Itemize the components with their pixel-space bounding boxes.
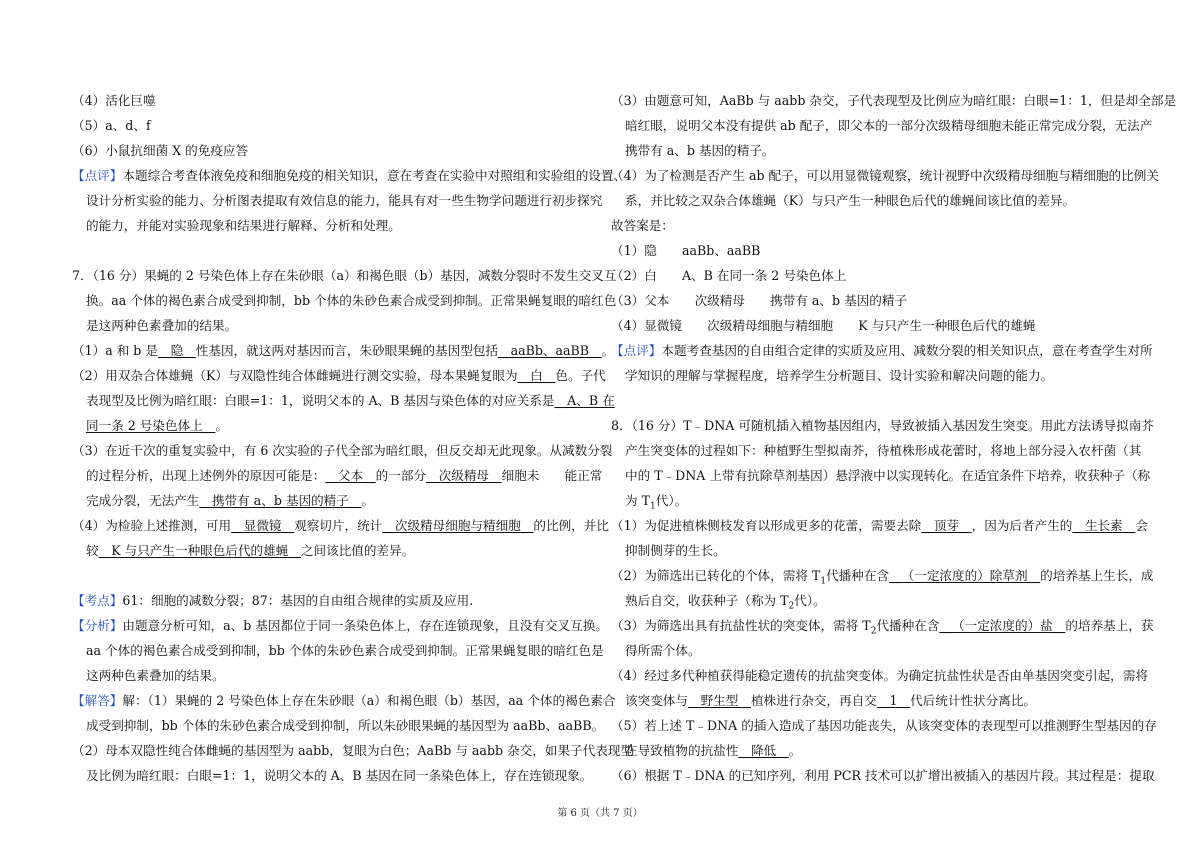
solution-line: 成受到抑制，bb 个体的朱砂色素合成受到抑制，所以朱砂眼果蝇的基因型为 aaBb、aaBB。	[86, 718, 605, 733]
sub-question-1: 抑制侧芽的生长。	[625, 543, 726, 558]
analysis-tag: 【分析】	[72, 618, 123, 633]
sub-question-2: 表现型及比例为暗红眼：白眼=1：1，说明父本的 A、B 基因与染色体的对应关系是__A、B 在	[86, 393, 615, 408]
analysis-line: 【分析】由题意分析可知，a、b 基因都位于同一条染色体上，存在连锁现象，且没有交叉互换。	[72, 618, 608, 633]
answer-blank: __野生型__	[687, 693, 751, 708]
review-tag: 【点评】	[72, 168, 123, 183]
left-column	[72, 88, 634, 788]
answer-blank: __白__	[517, 368, 556, 383]
answer-blank: __次级精母细胞与精细胞__	[382, 518, 534, 533]
answer-blank: __（一定浓度的）盐__	[939, 618, 1066, 633]
answer-line: （2）白 A、B 在同一条 2 号染色体上	[611, 268, 847, 283]
answer-blank: __次级精母__	[426, 468, 502, 483]
sub-question-3: 得所需个体。	[625, 643, 701, 658]
page-footer: 第 6 页（共 7 页）	[557, 808, 643, 819]
answer-blank: __携带有 a、b 基因的精子__	[199, 493, 362, 508]
question-7-stem: 7．（16 分）果蝇的 2 号染色体上存在朱砂眼（a）和褐色眼（b）基因，减数分裂时不发生交叉互	[72, 268, 617, 283]
answer-blank: __（一定浓度的）除草剂__	[889, 568, 1041, 583]
answer-blank: __生长素__	[1072, 518, 1136, 533]
right-column	[611, 88, 1177, 788]
sub-question-2: （2）为筛选出已转化的个体，需将 $T_1$代播种在含__（一定浓度的）除草剂__的培养基上生长，成	[611, 568, 1154, 587]
answer-line: （1）隐 aaBb、aaBB	[611, 243, 761, 258]
sub-question-1: （1）a 和 b 是__隐__性基因，就这两对基因而言，朱砂眼果蝇的基因型包括__aaBb、aaBB__。	[72, 343, 615, 358]
answer-blank: __aaBb、aaBB__	[498, 343, 602, 358]
answer-blank: 同一条 2 号染色体上__	[86, 418, 216, 433]
review-tag: 【点评】	[611, 343, 662, 358]
sub-question-4: 该突变体与__野生型__植株进行杂交，再自交__1__代后统计性状分离比。	[625, 693, 1037, 708]
sub-question-3: 的过程分析，出现上述例外的原因可能是：__父本__的一部分__次级精母__细胞未 能正常	[86, 468, 603, 483]
review-line: 的能力，并能对实验现象和结果进行解释、分析和处理。	[86, 218, 401, 233]
sub-question-2: 熟后自交，收获种子（称为 $T_2$代）。	[625, 593, 826, 612]
sub-question-5: （5）若上述 T﹣DNA 的插入造成了基因功能丧失，从该突变体的表现型可以推测野生型基因的存	[611, 718, 1157, 733]
answer-heading: 故答案是：	[611, 218, 674, 233]
question-8-stem: 8．（16 分）T﹣DNA 可随机插入植物基因组内，导致被插入基因发生突变。用此方法诱导拟南芥	[611, 418, 1154, 433]
review-line: 学知识的理解与掌握程度，培养学生分析题目、设计实验和解决问题的能力。	[625, 368, 1054, 383]
solution-tag: 【解答】	[72, 693, 123, 708]
question-8-stem: 产生突变体的过程如下：种植野生型拟南芥，待植株形成花蕾时，将地上部分浸入农杆菌（其	[625, 443, 1142, 458]
solution-line: 系，并比较之双杂合体雄蝇（K）与只产生一种眼色后代的雄蝇间该比值的差异。	[625, 193, 1076, 208]
question-7-stem: 是这两种色素叠加的结果。	[86, 318, 238, 333]
sub-question-4: 较__K 与只产生一种眼色后代的雄蝇__之间该比值的差异。	[86, 543, 415, 558]
answer-line: （3）父本 次级精母 携带有 a、b 基因的精子	[611, 293, 908, 308]
answer-blank: __隐__	[157, 343, 196, 358]
review-line: 设计分析实验的能力、分析图表提取有效信息的能力，能具有对一些生物学问题进行初步探究	[86, 193, 603, 208]
sub-question-4: （4）经过多代种植获得能稳定遗传的抗盐突变体。为确定抗盐性状是否由单基因突变引起，需将	[611, 668, 1148, 683]
answer-blank: __A、B 在	[554, 393, 615, 408]
answer-blank: __降低__	[738, 743, 789, 758]
answer-line: （4）活化巨噬	[72, 93, 156, 108]
review-line: 【点评】本题考查基因的自由组合定律的实质及应用、减数分裂的相关知识点，意在考查学生对所	[611, 343, 1153, 358]
analysis-line: 这两种色素叠加的结果。	[86, 668, 225, 683]
answer-blank: __1__	[876, 693, 911, 708]
sub-question-3: 完成分裂，无法产生__携带有 a、b 基因的精子__。	[86, 493, 375, 508]
solution-line: （4）为了检测是否产生 ab 配子，可以用显微镜观察，统计视野中次级精母细胞与精细胞的比例关	[611, 168, 1159, 183]
solution-line: 及比例为暗红眼：白眼=1：1，说明父本的 A、B 基因在同一条染色体上，存在连锁现象。	[86, 768, 593, 783]
sub-question-3: （3）为筛选出具有抗盐性状的突变体，需将 $T_2$代播种在含__（一定浓度的）盐__的培养基上，获	[611, 618, 1154, 637]
answer-line: （5）a、d、f	[72, 118, 151, 133]
knowledge-point: 【考点】61：细胞的减数分裂；87：基因的自由组合规律的实质及应用.	[72, 593, 474, 608]
answer-blank: __顶芽__	[921, 518, 972, 533]
solution-line: 携带有 a、b 基因的精子。	[625, 143, 775, 158]
sub-question-1: （1）为促进植株侧枝发育以形成更多的花蕾，需要去除__顶芽__，因为后者产生的__生长素__会	[611, 518, 1148, 533]
sub-question-5: 在导致植物的抗盐性__降低__。	[625, 743, 802, 758]
solution-line: （3）由题意可知，AaBb 与 aabb 杂交，子代表现型及比例应为暗红眼：白眼=1：1，但是却全部是	[611, 93, 1177, 108]
knowledge-tag: 【考点】	[72, 593, 123, 608]
answer-blank: __显微镜__	[231, 518, 295, 533]
sub-question-3: （3）在近千次的重复实验中，有 6 次实验的子代全部为暗红眼，但反交却无此现象。从减数分裂	[72, 443, 613, 458]
sub-question-2: （2）用双杂合体雄蝇（K）与双隐性纯合体雌蝇进行测交实验，母本果蝇复眼为__白__色。子代	[72, 368, 606, 383]
review-line: 【点评】本题综合考查体液免疫和细胞免疫的相关知识，意在考查在实验中对照组和实验组的设置、	[72, 168, 627, 183]
sub-question-4: （4）为检验上述推测，可用__显微镜__观察切片，统计__次级精母细胞与精细胞__的比例，并比	[72, 518, 609, 533]
sub-question-2: 同一条 2 号染色体上__。	[86, 418, 228, 433]
solution-line: 暗红眼，说明父本没有提供 ab 配子，即父本的一部分次级精母细胞未能正常完成分裂，无法产	[625, 118, 1153, 133]
answer-line: （6）小鼠抗细菌 X 的免疫应答	[72, 143, 249, 158]
question-8-stem: 中的 T﹣DNA 上带有抗除草剂基因）悬浮液中以实现转化。在适宜条件下培养，收获种子（称	[625, 468, 1151, 483]
solution-line: 【解答】解：（1）果蝇的 2 号染色体上存在朱砂眼（a）和褐色眼（b）基因，aa 个体的褐色素合	[72, 693, 616, 708]
answer-blank: __父本__	[325, 468, 376, 483]
answer-blank: __K 与只产生一种眼色后代的雄蝇__	[98, 543, 301, 558]
question-7-stem: 换。aa 个体的褐色素合成受到抑制，bb 个体的朱砂色素合成受到抑制。正常果蝇复眼的暗红色	[86, 293, 617, 308]
question-8-stem: 为 $T_1$代）。	[625, 493, 688, 512]
answer-line: （4）显微镜 次级精母细胞与精细胞 K 与只产生一种眼色后代的雄蝇	[611, 318, 1036, 333]
sub-question-6: （6）根据 T﹣DNA 的已知序列，利用 PCR 技术可以扩增出被插入的基因片段。其过程是：提取	[611, 768, 1155, 783]
analysis-line: aa 个体的褐色素合成受到抑制，bb 个体的朱砂色素合成受到抑制。正常果蝇复眼的暗红色是	[86, 643, 604, 658]
solution-line: （2）母本双隐性纯合体雌蝇的基因型为 aabb，复眼为白色；AaBb 与 aabb 杂交，如果子代表现型	[72, 743, 634, 758]
